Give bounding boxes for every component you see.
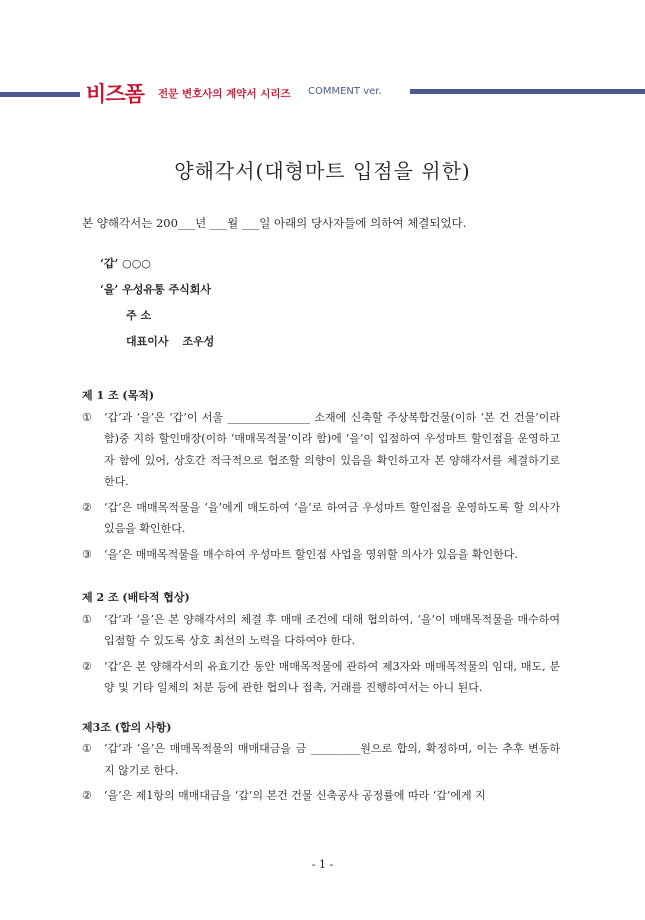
ceo-label: 대표이사 [126, 335, 169, 348]
item-text: ‘갑’은 매매목적물을 ‘을’에게 매도하여 ‘을’로 하여금 우성마트 할인점을 운영하도록 할 의사가 있음을 확인한다. [104, 500, 560, 535]
address-line [100, 309, 214, 335]
article-1-item-2 [82, 497, 560, 540]
article-3-heading: 제3조 (합의 사항) [82, 720, 172, 734]
item-number: ① [82, 742, 92, 755]
item-text: ‘갑’과 ‘을’은 본 양해각서의 체결 후 매매 조건에 대해 협의하여, ‘을’이 매매목적물을 매수하여 입점할 수 있도록 상호 최선의 노력을 다하여야 한다. [104, 612, 560, 647]
article-1-item-3 [82, 544, 560, 566]
brand-logo: 비즈폼 [86, 82, 144, 106]
articles-body [82, 385, 560, 811]
page-number: - 1 - [311, 858, 334, 871]
item-number: ① [82, 410, 92, 424]
article-3-item-2 [82, 785, 560, 807]
article-2-item-2 [82, 656, 560, 699]
article-1-item-1 [82, 407, 560, 493]
item-number: ② [82, 789, 92, 802]
series-label: 전문 변호사의 계약서 시리즈 [158, 88, 291, 100]
article-3-item-1 [82, 738, 560, 781]
item-text: ‘갑’과 ‘을’은 ‘갑’이 서울 _______________ 소재에 신축할 주상복합건물(이하 ‘본 건 건물’이라 함)중 지하 할인매장(이하 ‘매매목적물’이라 함)에 ‘을’이 입점하여 우성마트 할인점을 운영하고자 함에 있어, 상호간 적극적으로 협조할 의향이 있음을 확인하고자 본 양해각서를 체결하기로 한다. [104, 410, 560, 488]
article-2-item-1 [82, 609, 560, 652]
parties-block [100, 257, 214, 361]
party-eul: ‘을’ 우성유통 주식회사 [100, 283, 211, 296]
item-number: ② [82, 659, 92, 673]
ceo-line [100, 335, 214, 361]
comment-version: COMMENT ver. [308, 86, 382, 97]
header-banner [0, 78, 645, 108]
party-gap: ‘갑’ ○○○ [100, 257, 151, 270]
banner-left-bar [0, 92, 80, 97]
item-number: ① [82, 612, 92, 626]
item-text: ‘을’은 매매목적물을 매수하여 우성마트 할인점 사업을 영위할 의사가 있음을 확인한다. [104, 547, 518, 561]
ceo-name: 조우성 [182, 335, 215, 348]
item-number: ③ [82, 547, 92, 561]
banner-right-bar [410, 89, 645, 94]
item-text: ‘갑’과 ‘을’은 매매목적물의 매매대금을 금 _________원으로 합의, 확정하며, 이는 추후 변동하지 않기로 한다. [104, 742, 560, 777]
intro-paragraph: 본 양해각서는 200___년 ___월 ___일 아래의 당사자들에 의하여 체결되었다. [82, 216, 467, 230]
document-title: 양해각서(대형마트 입점을 위한) [174, 159, 471, 183]
item-text: ‘을’은 제1항의 매매대금을 ‘갑’의 본건 건물 신축공사 공정률에 따라 ‘갑’에게 지 [104, 789, 486, 802]
item-text: ‘갑’은 본 양해각서의 유효기간 동안 매매목적물에 관하여 제3자와 매매목적물의 임대, 매도, 분양 및 기타 일체의 처분 등에 관한 협의나 접촉, 거래를 진행하여서는 아니 된다. [104, 659, 560, 694]
article-1-heading: 제 1 조 (목적) [82, 389, 155, 402]
item-number: ② [82, 500, 92, 514]
article-2-heading: 제 2 조 (배타적 협상) [82, 591, 190, 604]
address-label: 주 소 [126, 309, 152, 322]
